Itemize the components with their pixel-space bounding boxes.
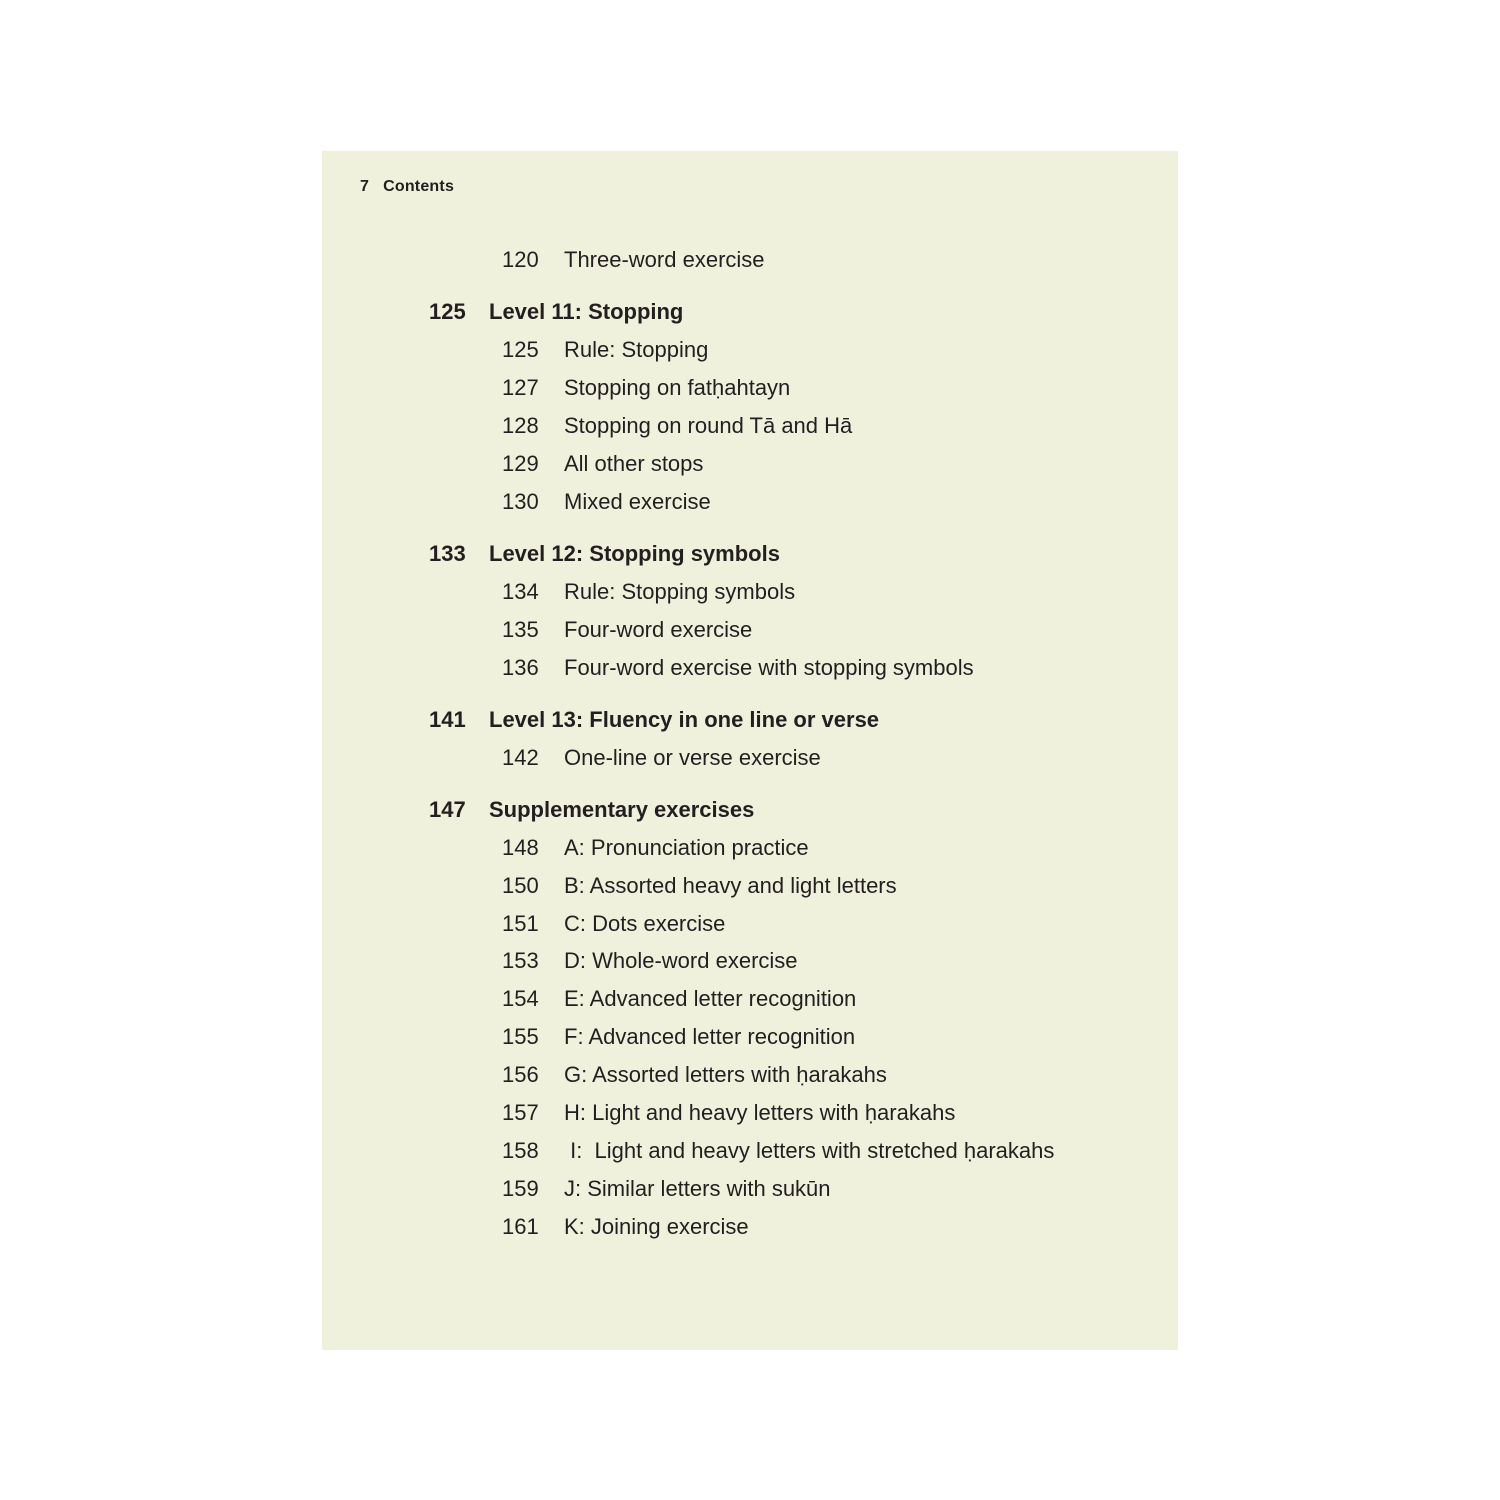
toc-title: Level 12: Stopping symbols [489,541,780,566]
toc-title: F: Advanced letter recognition [564,1024,856,1049]
toc-title: Stopping on round Tā and Hā [564,413,853,438]
toc-title: Stopping on fatḥahtayn [564,375,791,400]
page-number: 7 [360,178,370,195]
toc-page-number: 150 [502,873,539,898]
toc-title: Rule: Stopping [564,337,709,362]
toc-page-number: 154 [502,986,539,1011]
toc-title: Level 11: Stopping [489,299,684,324]
toc-title: Level 13: Fluency in one line or verse [489,707,880,732]
toc-page-number: 120 [502,247,539,272]
toc-title: I: Light and heavy letters with stretched ḥarakahs [564,1138,1055,1163]
toc-title: C: Dots exercise [564,911,726,936]
toc-title: Rule: Stopping symbols [564,579,796,604]
toc-page-number: 153 [502,948,539,973]
toc-page-number: 130 [502,489,539,514]
toc-page-number: 161 [502,1214,539,1239]
toc-page-number: 147 [429,797,466,822]
toc-title: Four-word exercise [564,617,753,642]
toc-title: E: Advanced letter recognition [564,986,857,1011]
toc-page-number: 127 [502,375,539,400]
toc-page-number: 128 [502,413,539,438]
toc-page-number: 135 [502,617,539,642]
toc-page-number: 157 [502,1100,539,1125]
toc-title: K: Joining exercise [564,1214,749,1239]
toc-page-number: 141 [429,707,466,732]
toc-title: All other stops [564,451,704,476]
toc-page-number: 148 [502,835,539,860]
toc-page-number: 136 [502,655,539,680]
toc-page-number: 159 [502,1176,539,1201]
toc-title: B: Assorted heavy and light letters [564,873,897,898]
toc-title: A: Pronunciation practice [564,835,809,860]
toc-title: G: Assorted letters with ḥarakahs [564,1062,887,1087]
running-header [360,178,454,196]
toc-title: Mixed exercise [564,489,711,514]
toc-page-number: 133 [429,541,466,566]
document-page [322,151,1178,1350]
toc-title: H: Light and heavy letters with ḥarakahs [564,1100,956,1125]
toc-page-number: 151 [502,911,539,936]
toc-title: Three-word exercise [564,247,765,272]
toc-page-number: 155 [502,1024,539,1049]
toc-page-number: 125 [502,337,539,362]
section-title: Contents [383,178,455,195]
toc-page-number: 129 [502,451,539,476]
toc-title: D: Whole-word exercise [564,948,798,973]
toc-page-number: 156 [502,1062,539,1087]
toc-page-number: 142 [502,745,539,770]
toc-page-number: 134 [502,579,539,604]
toc-title: J: Similar letters with sukūn [564,1176,831,1201]
toc-page-number: 158 [502,1138,539,1163]
toc-title: Four-word exercise with stopping symbols [564,655,974,680]
toc-title: Supplementary exercises [489,797,755,822]
toc-page-number: 125 [429,299,466,324]
toc-title: One-line or verse exercise [564,745,821,770]
